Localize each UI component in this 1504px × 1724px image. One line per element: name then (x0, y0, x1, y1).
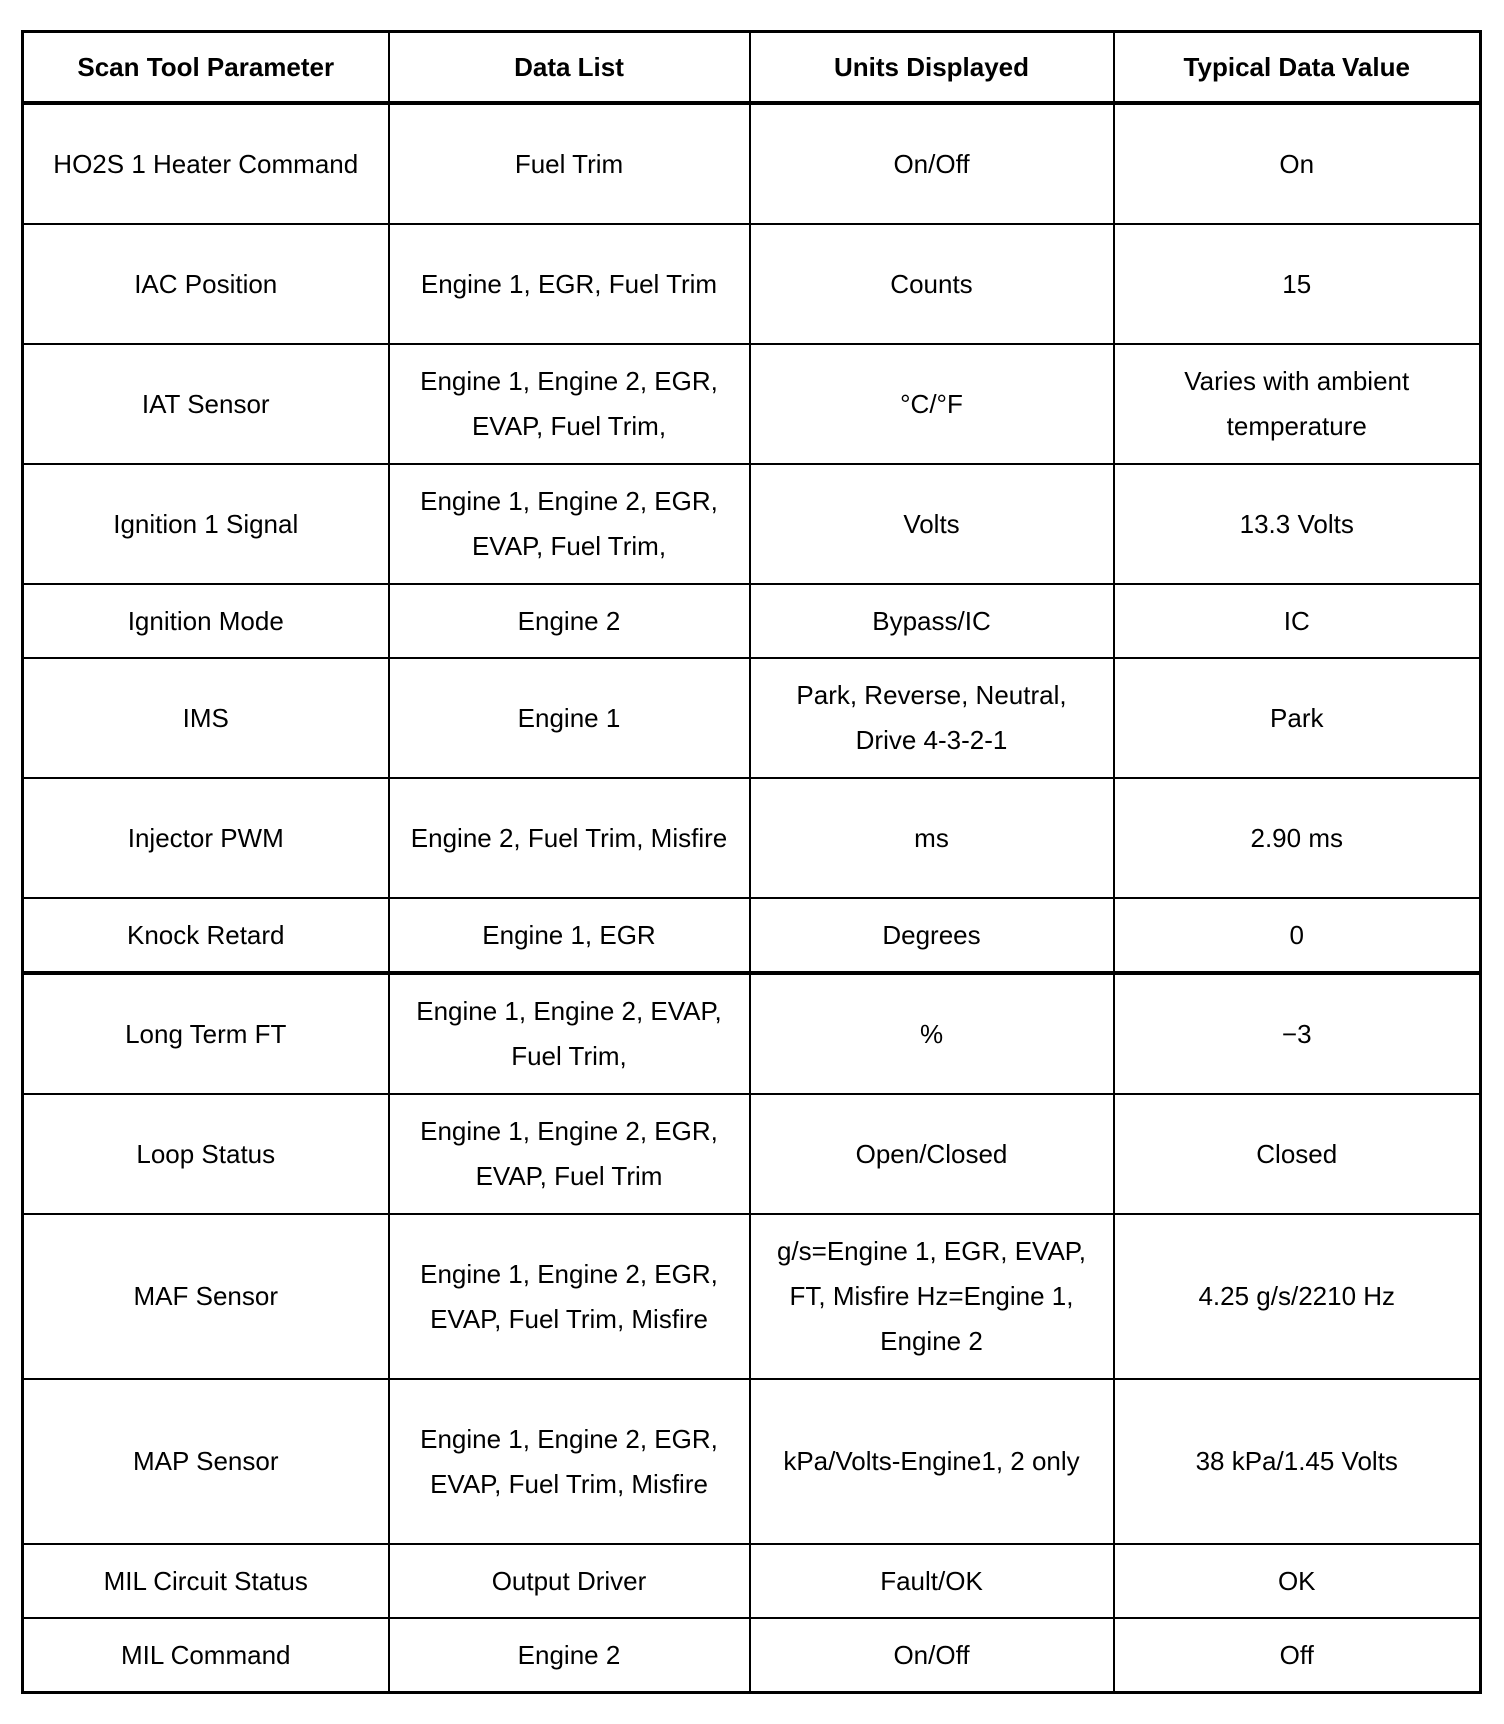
cell-data-list: Engine 1, Engine 2, EGR, EVAP, Fuel Trim (389, 1094, 750, 1214)
cell-typical-value: 0 (1114, 898, 1481, 973)
cell-typical-value: IC (1114, 584, 1481, 658)
table-row (23, 344, 1481, 464)
cell-units: On/Off (750, 1618, 1114, 1693)
cell-units: On/Off (750, 103, 1114, 224)
cell-units: Bypass/IC (750, 584, 1114, 658)
table-row (23, 1379, 1481, 1544)
cell-typical-value: On (1114, 103, 1481, 224)
cell-data-list: Engine 2 (389, 1618, 750, 1693)
cell-data-list: Fuel Trim (389, 103, 750, 224)
cell-units: g/s=Engine 1, EGR, EVAP, FT, Misfire Hz=Engine 1, Engine 2 (750, 1214, 1114, 1379)
cell-units: Park, Reverse, Neutral, Drive 4-3-2-1 (750, 658, 1114, 778)
cell-parameter: MIL Circuit Status (23, 1544, 389, 1618)
cell-typical-value: 2.90 ms (1114, 778, 1481, 898)
cell-units: % (750, 973, 1114, 1094)
table-row (23, 973, 1481, 1094)
cell-parameter: Ignition 1 Signal (23, 464, 389, 584)
cell-units: Fault/OK (750, 1544, 1114, 1618)
cell-parameter: MIL Command (23, 1618, 389, 1693)
cell-data-list: Engine 2 (389, 584, 750, 658)
cell-data-list: Engine 1, EGR (389, 898, 750, 973)
table-row (23, 1214, 1481, 1379)
cell-typical-value: Closed (1114, 1094, 1481, 1214)
column-header-typical-data-value: Typical Data Value (1114, 32, 1481, 104)
cell-data-list: Engine 1, Engine 2, EGR, EVAP, Fuel Trim, Misfire (389, 1379, 750, 1544)
cell-parameter: Knock Retard (23, 898, 389, 973)
table-row (23, 1618, 1481, 1693)
cell-units: Degrees (750, 898, 1114, 973)
table-row (23, 584, 1481, 658)
cell-parameter: IAC Position (23, 224, 389, 344)
cell-parameter: Long Term FT (23, 973, 389, 1094)
cell-typical-value: Park (1114, 658, 1481, 778)
cell-parameter: IMS (23, 658, 389, 778)
cell-data-list: Engine 1, Engine 2, EGR, EVAP, Fuel Trim, Misfire (389, 1214, 750, 1379)
cell-parameter: Ignition Mode (23, 584, 389, 658)
table-row (23, 1094, 1481, 1214)
table-row (23, 658, 1481, 778)
column-header-units-displayed: Units Displayed (750, 32, 1114, 104)
cell-typical-value: Off (1114, 1618, 1481, 1693)
table-row (23, 1544, 1481, 1618)
cell-units: Volts (750, 464, 1114, 584)
cell-units: Counts (750, 224, 1114, 344)
column-header-data-list: Data List (389, 32, 750, 104)
cell-data-list: Engine 1, Engine 2, EVAP, Fuel Trim, (389, 973, 750, 1094)
cell-typical-value: 38 kPa/1.45 Volts (1114, 1379, 1481, 1544)
cell-units: ms (750, 778, 1114, 898)
cell-parameter: MAP Sensor (23, 1379, 389, 1544)
table-row (23, 224, 1481, 344)
cell-data-list: Engine 1, Engine 2, EGR, EVAP, Fuel Trim, (389, 344, 750, 464)
cell-typical-value: Varies with ambient temperature (1114, 344, 1481, 464)
scan-tool-data-table-container (21, 30, 1479, 1694)
cell-typical-value: 13.3 Volts (1114, 464, 1481, 584)
column-header-scan-tool-parameter: Scan Tool Parameter (23, 32, 389, 104)
cell-typical-value: 15 (1114, 224, 1481, 344)
cell-parameter: Injector PWM (23, 778, 389, 898)
table-row (23, 103, 1481, 224)
cell-units: Open/Closed (750, 1094, 1114, 1214)
cell-data-list: Engine 2, Fuel Trim, Misfire (389, 778, 750, 898)
table-row (23, 898, 1481, 973)
table-row (23, 778, 1481, 898)
cell-parameter: MAF Sensor (23, 1214, 389, 1379)
scan-tool-data-table (21, 30, 1482, 1694)
cell-data-list: Engine 1, Engine 2, EGR, EVAP, Fuel Trim, (389, 464, 750, 584)
cell-typical-value: −3 (1114, 973, 1481, 1094)
cell-units: °C/°F (750, 344, 1114, 464)
cell-data-list: Engine 1 (389, 658, 750, 778)
cell-parameter: IAT Sensor (23, 344, 389, 464)
cell-data-list: Engine 1, EGR, Fuel Trim (389, 224, 750, 344)
cell-typical-value: OK (1114, 1544, 1481, 1618)
table-header-row (23, 32, 1481, 104)
cell-parameter: Loop Status (23, 1094, 389, 1214)
cell-units: kPa/Volts-Engine1, 2 only (750, 1379, 1114, 1544)
cell-parameter: HO2S 1 Heater Command (23, 103, 389, 224)
table-row (23, 464, 1481, 584)
cell-data-list: Output Driver (389, 1544, 750, 1618)
cell-typical-value: 4.25 g/s/2210 Hz (1114, 1214, 1481, 1379)
